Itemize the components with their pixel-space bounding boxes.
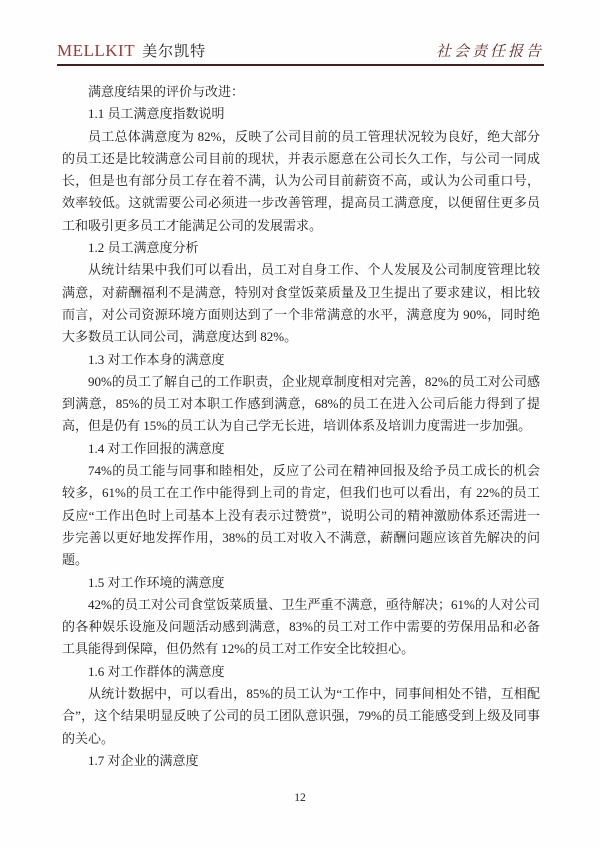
section-heading-1-1: 1.1 员工满意度指数说明 bbox=[88, 106, 225, 122]
section-paragraph-1-2: 从统计结果中我们可以看出，员工对自身工作、个人发展及公司制度管理比较满意，对薪酬福利不是满意，特别对食堂饭菜质量及卫生提出了要求建议，相比较而言，对公司资源环境方面则达到了一个非常满意的水平，满意度为 90%，同时绝大多数员工认同公司，满意度达到 82%。 bbox=[62, 262, 540, 345]
section-paragraph-1-5: 42%的员工对公司食堂饭菜质量、卫生严重不满意，亟待解决；61%的人对公司的各种娱乐设施及问题活动感到满意，83%的员工对工作中需要的劳保用品和必备工具能得到保障，但仍然有 12%的员工对工作安全比较担心。 bbox=[62, 596, 540, 657]
section-paragraph-1-3: 90%的员工了解自己的工作职责，企业规章制度相对完善，82%的员工对公司感到满意，85%的员工对本职工作感到满意，68%的员工在进入公司后能力得到了提高，但是仍有 15%的员工认为自己学无长进，培训体系及培训力度需进一步加强。 bbox=[62, 373, 540, 434]
section-paragraph-1-4: 74%的员工能与同事和睦相处，反应了公司在精神回报及给予员工成长的机会较多，61%的员工在工作中能得到上司的肯定，但我们也可以看出，有 22%的员工反应“工作出色时上司基本上没有表示过赞赏”，说明公司的精神激励体系还需进一步完善以更好地发挥作用，38%的员工对收入不满意，薪酬问题应该首先解决的问题。 bbox=[62, 463, 540, 568]
section-heading-1-3: 1.3 对工作本身的满意度 bbox=[88, 351, 225, 367]
brand bbox=[57, 40, 206, 61]
brand-logo-text: MELLKIT bbox=[57, 41, 136, 60]
report-title: 社会责任报告 bbox=[435, 44, 544, 60]
section-heading-1-7: 1.7 对企业的满意度 bbox=[88, 752, 199, 768]
section-heading-1-5: 1.5 对工作环境的满意度 bbox=[88, 574, 225, 590]
intro-line: 满意度结果的评价与改进： bbox=[88, 84, 245, 99]
section-paragraph-1-1: 员工总体满意度为 82%，反映了公司目前的员工管理状况较为良好，绝大部分的员工还是比较满意公司目前的现状，并表示愿意在公司长久工作，与公司一同成长，但是也有部分员工存在着不满，认为公司目前薪资不高，或认为公司重口号，效率较低。这就需要公司必须进一步改善管理，提高员工满意度，以便留住更多员工和吸引更多员工才能满足公司的发展需求。 bbox=[62, 128, 540, 233]
document-body bbox=[62, 81, 540, 772]
page-number: 12 bbox=[294, 792, 306, 804]
page-header bbox=[57, 0, 544, 66]
section-paragraph-1-6: 从统计数据中，可以看出，85%的员工认为“工作中，同事间相处不错，互相配合”，这个结果明显反映了公司的员工团队意识强，79%的员工能感受到上级及同事的关心。 bbox=[62, 686, 540, 746]
section-heading-1-2: 1.2 员工满意度分析 bbox=[88, 240, 199, 256]
brand-name-cn: 美尔凯特 bbox=[142, 44, 207, 60]
section-heading-1-4: 1.4 对工作回报的满意度 bbox=[88, 440, 225, 456]
section-heading-1-6: 1.6 对工作群体的满意度 bbox=[88, 663, 225, 679]
